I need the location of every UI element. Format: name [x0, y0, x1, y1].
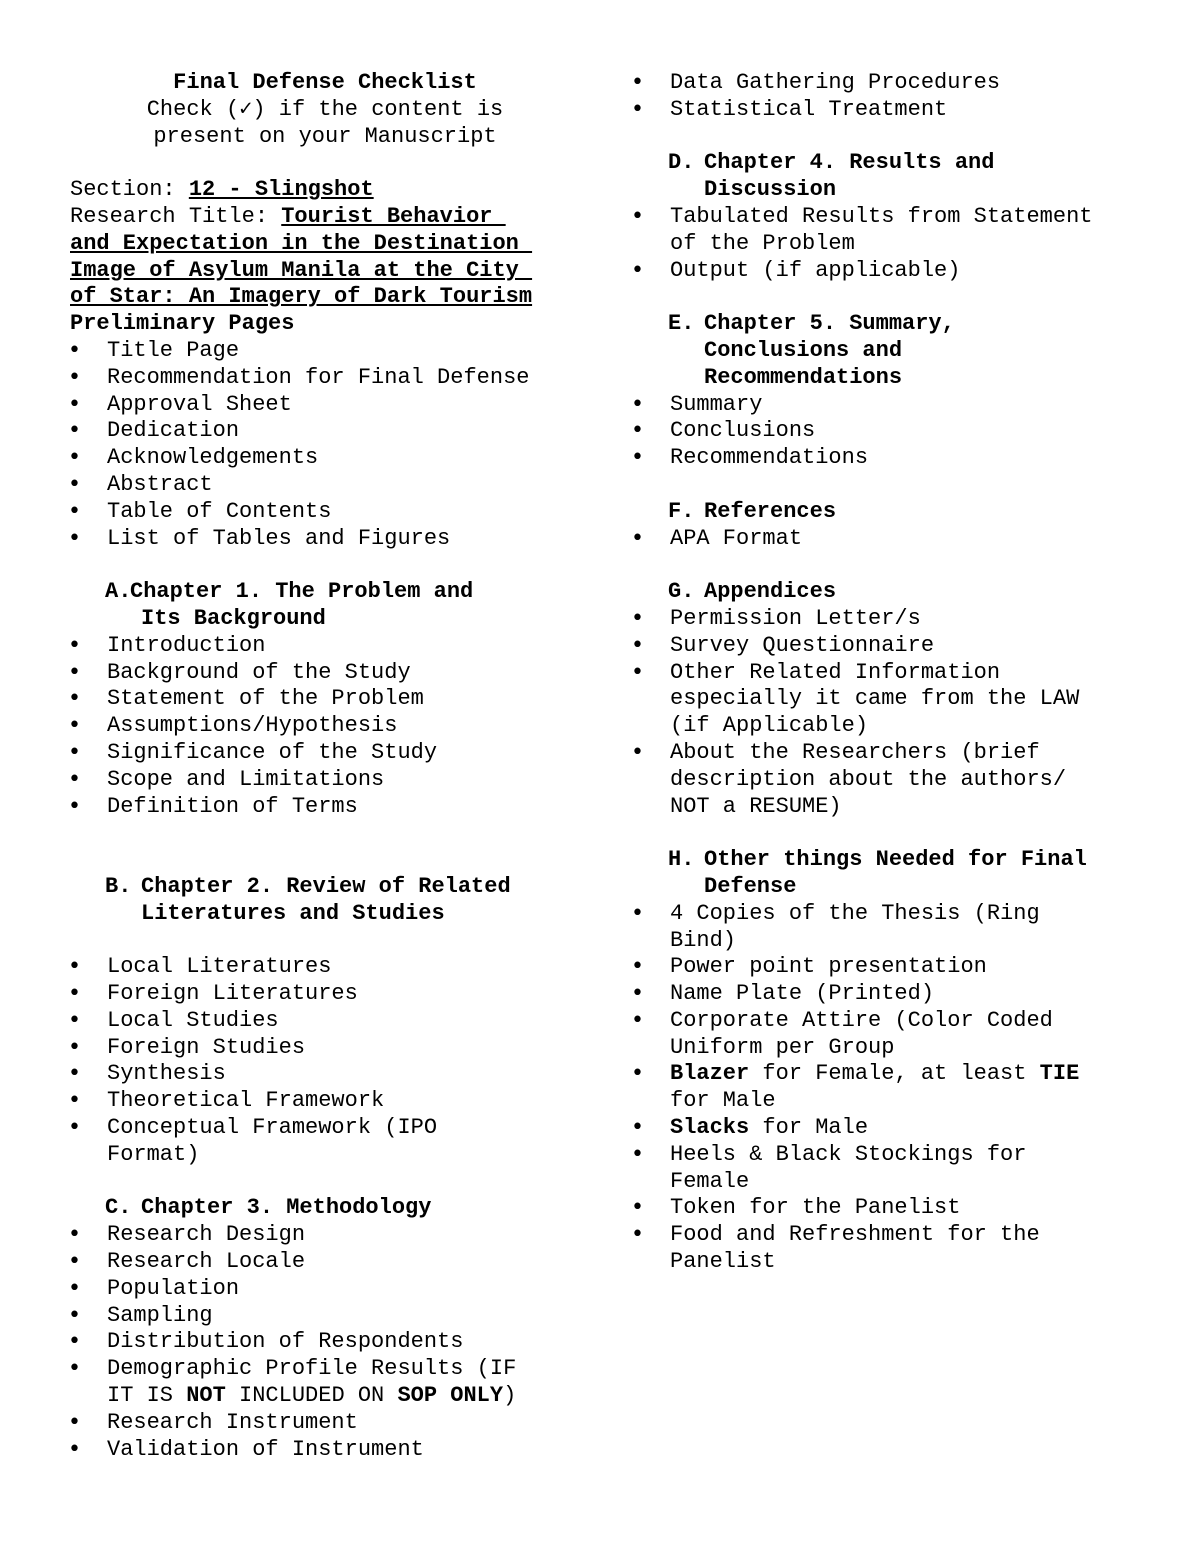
checklist-item-sampling: • Sampling — [70, 1303, 580, 1330]
checklist-item-output: • Output (if applicable) — [633, 258, 1153, 285]
checklist-item-foreign-literatures: • Foreign Literatures — [70, 981, 580, 1008]
checklist-item-other-related-info: • Other Related Information especially it came from the LAW (if Applicable) — [633, 660, 1153, 740]
research-title-text-1: Tourist Behavior — [281, 203, 506, 229]
checklist-item-dedication: • Dedication — [70, 418, 580, 445]
checklist-item-data-gathering: • Data Gathering Procedures — [633, 70, 1153, 97]
chapter-4-heading — [633, 150, 1153, 204]
checklist-item-summary: • Summary — [633, 392, 1153, 419]
section-line — [70, 177, 580, 204]
chapter-3-title: Chapter 3. Methodology — [141, 1195, 432, 1221]
checklist-item-apa-format: • APA Format — [633, 526, 1153, 553]
chapter-2-title-line1: Chapter 2. Review of Related — [141, 873, 511, 899]
research-title-label: Research Title: — [70, 203, 282, 229]
checklist-item-population: • Population — [70, 1276, 580, 1303]
checklist-item-foreign-studies: • Foreign Studies — [70, 1035, 580, 1062]
section-label: Section: — [70, 177, 189, 203]
checklist-item-recommendation: • Recommendation for Final Defense — [70, 365, 580, 392]
references-title: References — [704, 498, 837, 524]
chapter-4-letter: D. — [668, 150, 695, 176]
research-title-text-4: of Star: An Imagery of Dark Tourism — [70, 284, 533, 310]
preliminary-pages-heading: Preliminary Pages — [70, 311, 295, 337]
checklist-item-background: • Background of the Study — [70, 660, 580, 687]
other-things-title-line2: Defense — [704, 873, 797, 899]
checklist-item-introduction: • Introduction — [70, 633, 580, 660]
checklist-item-research-instrument: • Research Instrument — [70, 1410, 580, 1437]
checklist-item-heels: • Heels & Black Stockings for Female — [633, 1142, 1153, 1196]
chapter-5-title-line2: Conclusions and — [704, 337, 903, 363]
checklist-item-list-of-tables: • List of Tables and Figures — [70, 526, 580, 553]
chapter-3-letter: C. — [105, 1195, 132, 1221]
checklist-item-distribution-respondents: • Distribution of Respondents — [70, 1329, 580, 1356]
checklist-item-validation-instrument: • Validation of Instrument — [70, 1437, 580, 1464]
appendices-heading — [633, 579, 1153, 606]
chapter-1-title-line2: Its Background — [141, 605, 326, 631]
research-title-text-3: Image of Asylum Manila at the City — [70, 257, 533, 283]
checklist-item-local-literatures: • Local Literatures — [70, 954, 580, 981]
chapter-5-letter: E. — [668, 311, 695, 337]
checklist-item-thesis-copies: • 4 Copies of the Thesis (Ring Bind) — [633, 901, 1153, 955]
checklist-instruction-line1: Check (✓) if the content is — [146, 96, 504, 122]
checklist-item-significance: • Significance of the Study — [70, 740, 580, 767]
chapter-3-heading — [70, 1195, 580, 1222]
appendices-title: Appendices — [704, 579, 837, 605]
checklist-item-name-plate: • Name Plate (Printed) — [633, 981, 1153, 1008]
chapter-5-heading — [633, 311, 1153, 391]
appendices-letter: G. — [668, 579, 695, 605]
checklist-item-approval-sheet: • Approval Sheet — [70, 392, 580, 419]
checklist-item-assumptions: • Assumptions/Hypothesis — [70, 713, 580, 740]
chapter-5-title-line3: Recommendations — [704, 364, 903, 390]
section-value: 12 - Slingshot — [188, 177, 374, 203]
checklist-item-statement-problem: • Statement of the Problem — [70, 686, 580, 713]
chapter-1-title-line1: Chapter 1. The Problem and — [130, 579, 474, 605]
checklist-item-title-page: • Title Page — [70, 338, 580, 365]
checklist-item-statistical-treatment: • Statistical Treatment — [633, 97, 1153, 124]
checklist-item-research-locale: • Research Locale — [70, 1249, 580, 1276]
checklist-item-research-design: • Research Design — [70, 1222, 580, 1249]
chapter-1-heading — [70, 579, 580, 633]
chapter-4-title-line2: Discussion — [704, 177, 837, 203]
checklist-item-abstract: • Abstract — [70, 472, 580, 499]
checklist-item-about-researchers: • About the Researchers (brief description about the authors/ NOT a RESUME) — [633, 740, 1153, 820]
checklist-item-slacks: • Slacks for Male — [633, 1115, 1153, 1142]
other-things-title-line1: Other things Needed for Final — [704, 847, 1087, 873]
chapter-2-heading — [70, 874, 580, 928]
references-heading — [633, 499, 1153, 526]
checklist-item-recommendations: • Recommendations — [633, 445, 1153, 472]
checklist-item-powerpoint: • Power point presentation — [633, 954, 1153, 981]
left-column — [70, 70, 580, 1463]
chapter-5-title-line1: Chapter 5. Summary, — [704, 311, 955, 337]
chapter-2-letter: B. — [105, 873, 132, 899]
chapter-1-letter: A. — [105, 579, 132, 605]
checklist-item-conclusions: • Conclusions — [633, 418, 1153, 445]
checklist-item-table-of-contents: • Table of Contents — [70, 499, 580, 526]
checklist-item-conceptual-framework: • Conceptual Framework (IPO Format) — [70, 1115, 580, 1169]
checklist-item-local-studies: • Local Studies — [70, 1008, 580, 1035]
checklist-item-synthesis: • Synthesis — [70, 1061, 580, 1088]
checklist-item-blazer: • Blazer for Female, at least TIE for Male — [633, 1061, 1153, 1115]
checklist-title: Final Defense Checklist — [173, 70, 477, 95]
checklist-item-survey-questionnaire: • Survey Questionnaire — [633, 633, 1153, 660]
checklist-item-food: • Food and Refreshment for the Panelist — [633, 1222, 1153, 1276]
references-letter: F. — [668, 498, 695, 524]
checklist-item-scope: • Scope and Limitations — [70, 767, 580, 794]
checklist-item-theoretical-framework: • Theoretical Framework — [70, 1088, 580, 1115]
research-title-text-2: and Expectation in the Destination — [70, 230, 533, 256]
checklist-item-token: • Token for the Panelist — [633, 1195, 1153, 1222]
research-title-line1 — [70, 204, 580, 231]
chapter-2-title-line2: Literatures and Studies — [141, 900, 445, 926]
checklist-item-definition-terms: • Definition of Terms — [70, 794, 580, 821]
checklist-item-acknowledgements: • Acknowledgements — [70, 445, 580, 472]
right-column — [633, 70, 1153, 1276]
other-things-heading — [633, 847, 1153, 901]
checklist-instruction-line2: present on your Manuscript — [153, 123, 497, 149]
checklist-item-demographic-profile: • Demographic Profile Results (IF IT IS NOT INCLUDED ON SOP ONLY) — [70, 1356, 580, 1410]
checklist-item-permission-letters: • Permission Letter/s — [633, 606, 1153, 633]
chapter-4-title-line1: Chapter 4. Results and — [704, 150, 995, 176]
checklist-item-tabulated-results: • Tabulated Results from Statement of the Problem — [633, 204, 1153, 258]
other-things-letter: H. — [668, 847, 695, 873]
checklist-item-corporate-attire: • Corporate Attire (Color Coded Uniform per Group — [633, 1008, 1153, 1062]
